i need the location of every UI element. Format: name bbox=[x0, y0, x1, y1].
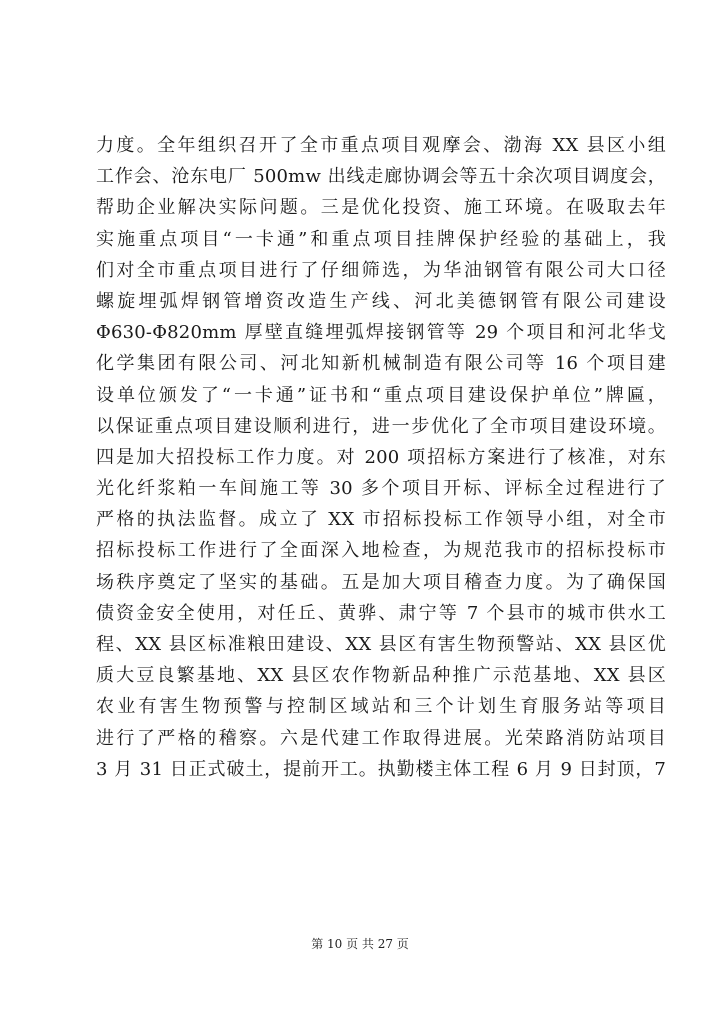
text-line: Φ630-Φ820mm 厚壁直缝埋弧焊接钢管等 29 个项目和河北华戈 bbox=[96, 322, 666, 344]
text-line: 化学集团有限公司、河北知新机械制造有限公司等 16 个项目建 bbox=[96, 353, 666, 375]
text-line: 招标投标工作进行了全面深入地检查，为规范我市的招标投标市 bbox=[96, 540, 666, 562]
text-line: 程、XX 县区标准粮田建设、XX 县区有害生物预警站、XX 县区优 bbox=[96, 634, 666, 655]
page-number-footer: 第 10 页 共 27 页 bbox=[311, 937, 409, 951]
text-line: 四是加大招投标工作力度。对 200 项招标方案进行了核准，对东 bbox=[96, 446, 666, 468]
text-line: 3 月 31 日正式破土，提前开工。执勤楼主体工程 6 月 9 日封顶，7 bbox=[96, 758, 666, 780]
text-line: 严格的执法监督。成立了 XX 市招标投标工作领导小组，对全市 bbox=[96, 509, 666, 531]
text-line: 力度。全年组织召开了全市重点项目观摩会、渤海 XX 县区小组 bbox=[96, 135, 666, 156]
text-line: 进行了严格的稽察。六是代建工作取得进展。光荣路消防站项目 bbox=[96, 727, 666, 749]
text-line: 光化纤浆粕一车间施工等 30 多个项目开标、评标全过程进行了 bbox=[96, 478, 666, 500]
text-line: 场秩序奠定了坚实的基础。五是加大项目稽查力度。为了确保国 bbox=[96, 571, 666, 593]
text-line: 工作会、沧东电厂 500mw 出线走廊协调会等五十余次项目调度会， bbox=[96, 166, 666, 188]
text-line: 设单位颁发了“一卡通”证书和“重点项目建设保护单位”牌匾， bbox=[96, 384, 666, 406]
text-line: 债资金安全使用，对任丘、黄骅、肃宁等 7 个县市的城市供水工 bbox=[96, 602, 666, 624]
text-line: 帮助企业解决实际问题。三是优化投资、施工环境。在吸取去年 bbox=[96, 197, 666, 219]
text-line: 们对全市重点项目进行了仔细筛选，为华油钢管有限公司大口径 bbox=[96, 259, 666, 281]
text-line: 农业有害生物预警与控制区域站和三个计划生育服务站等项目 bbox=[96, 696, 666, 718]
text-line: 质大豆良繁基地、XX 县区农作物新品种推广示范基地、XX 县区 bbox=[96, 665, 666, 687]
text-line: 实施重点项目“一卡通”和重点项目挂牌保护经验的基础上，我 bbox=[96, 228, 666, 250]
text-line: 螺旋埋弧焊钢管增资改造生产线、河北美德钢管有限公司建设 bbox=[96, 290, 666, 312]
text-line: 以保证重点项目建设顺利进行，进一步优化了全市项目建设环境。 bbox=[96, 415, 666, 437]
body-text bbox=[96, 130, 666, 785]
